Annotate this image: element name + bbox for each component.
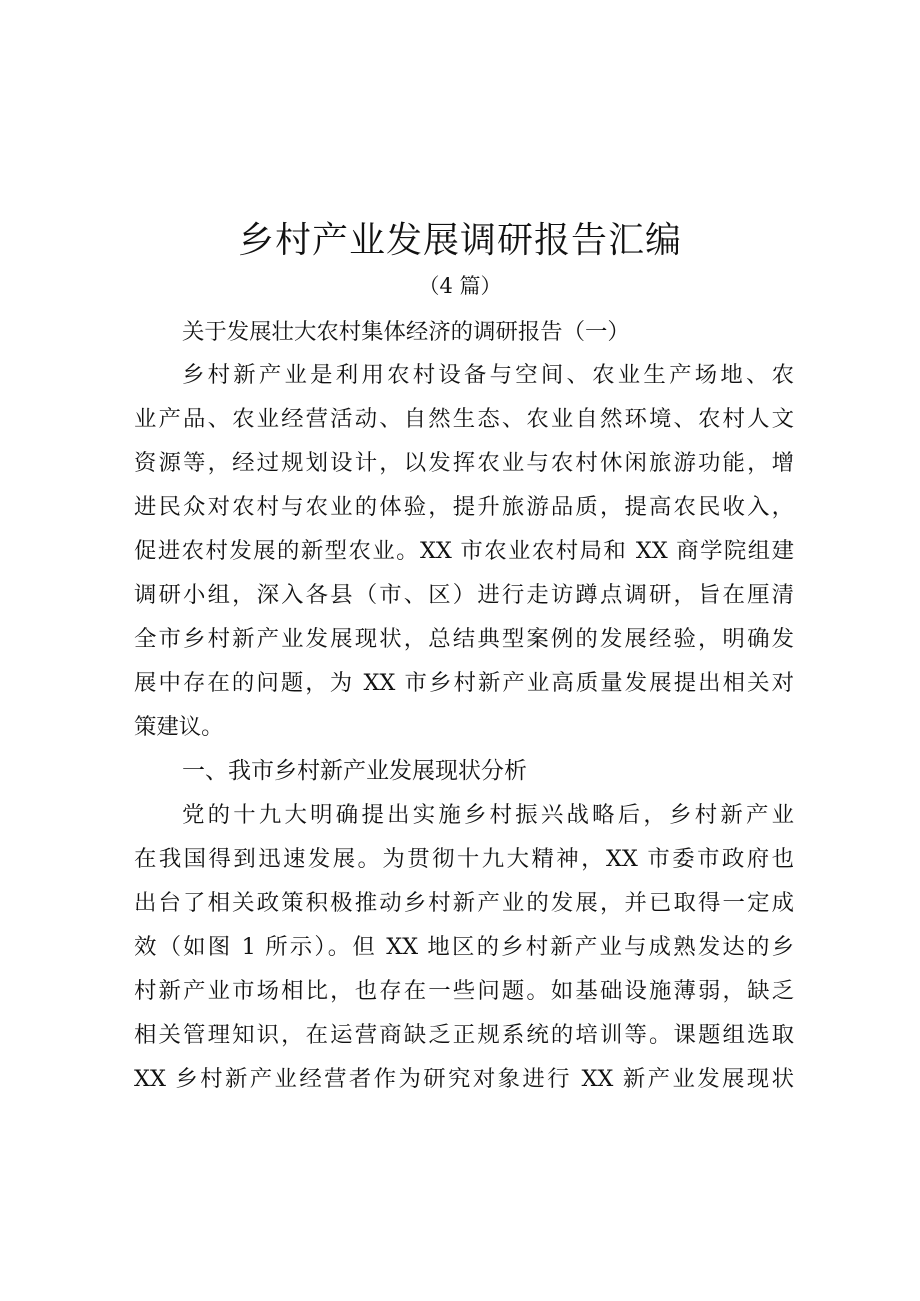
paragraph-line: 在我国得到迅速发展。为贯彻十九大精神，XX 市委市政府也 (134, 846, 794, 872)
paragraph-line: 调研小组，深入各县（市、区）进行走访蹲点调研，旨在厘清 (134, 582, 794, 608)
paragraph-line: 业产品、农业经营活动、自然生态、农业自然环境、农村人文 (134, 406, 794, 432)
paragraph-line: 乡村新产业是利用农村设备与空间、农业生产场地、农 (182, 362, 794, 388)
paragraph-line: 全市乡村新产业发展现状，总结典型案例的发展经验，明确发 (134, 626, 794, 652)
paragraph-line: XX 乡村新产业经营者作为研究对象进行 XX 新产业发展现状 (134, 1066, 794, 1092)
report-title: 关于发展壮大农村集体经济的调研报告（一） (182, 319, 630, 345)
paragraph-line: 相关管理知识，在运营商缺乏正规系统的培训等。课题组选取 (134, 1022, 794, 1048)
document-subtitle: （4 篇） (418, 274, 502, 298)
paragraph-line: 村新产业市场相比，也存在一些问题。如基础设施薄弱，缺乏 (134, 978, 794, 1004)
document-title: 乡村产业发展调研报告汇编 (237, 220, 682, 261)
paragraph-line: 进民众对农村与农业的体验，提升旅游品质，提高农民收入， (134, 494, 794, 520)
paragraph-line: 展中存在的问题，为 XX 市乡村新产业高质量发展提出相关对 (134, 670, 794, 696)
section-heading: 一、我市乡村新产业发展现状分析 (182, 758, 527, 784)
paragraph-line: 资源等，经过规划设计，以发挥农业与农村休闲旅游功能，增 (134, 450, 794, 476)
paragraph-line: 促进农村发展的新型农业。XX 市农业农村局和 XX 商学院组建 (134, 538, 794, 564)
paragraph-line: 策建议。 (134, 714, 224, 740)
paragraph-line: 效（如图 1 所示）。但 XX 地区的乡村新产业与成熟发达的乡 (134, 934, 794, 960)
paragraph-line: 出台了相关政策积极推动乡村新产业的发展，并已取得一定成 (134, 890, 794, 916)
paragraph-line: 党的十九大明确提出实施乡村振兴战略后，乡村新产业 (182, 802, 794, 828)
